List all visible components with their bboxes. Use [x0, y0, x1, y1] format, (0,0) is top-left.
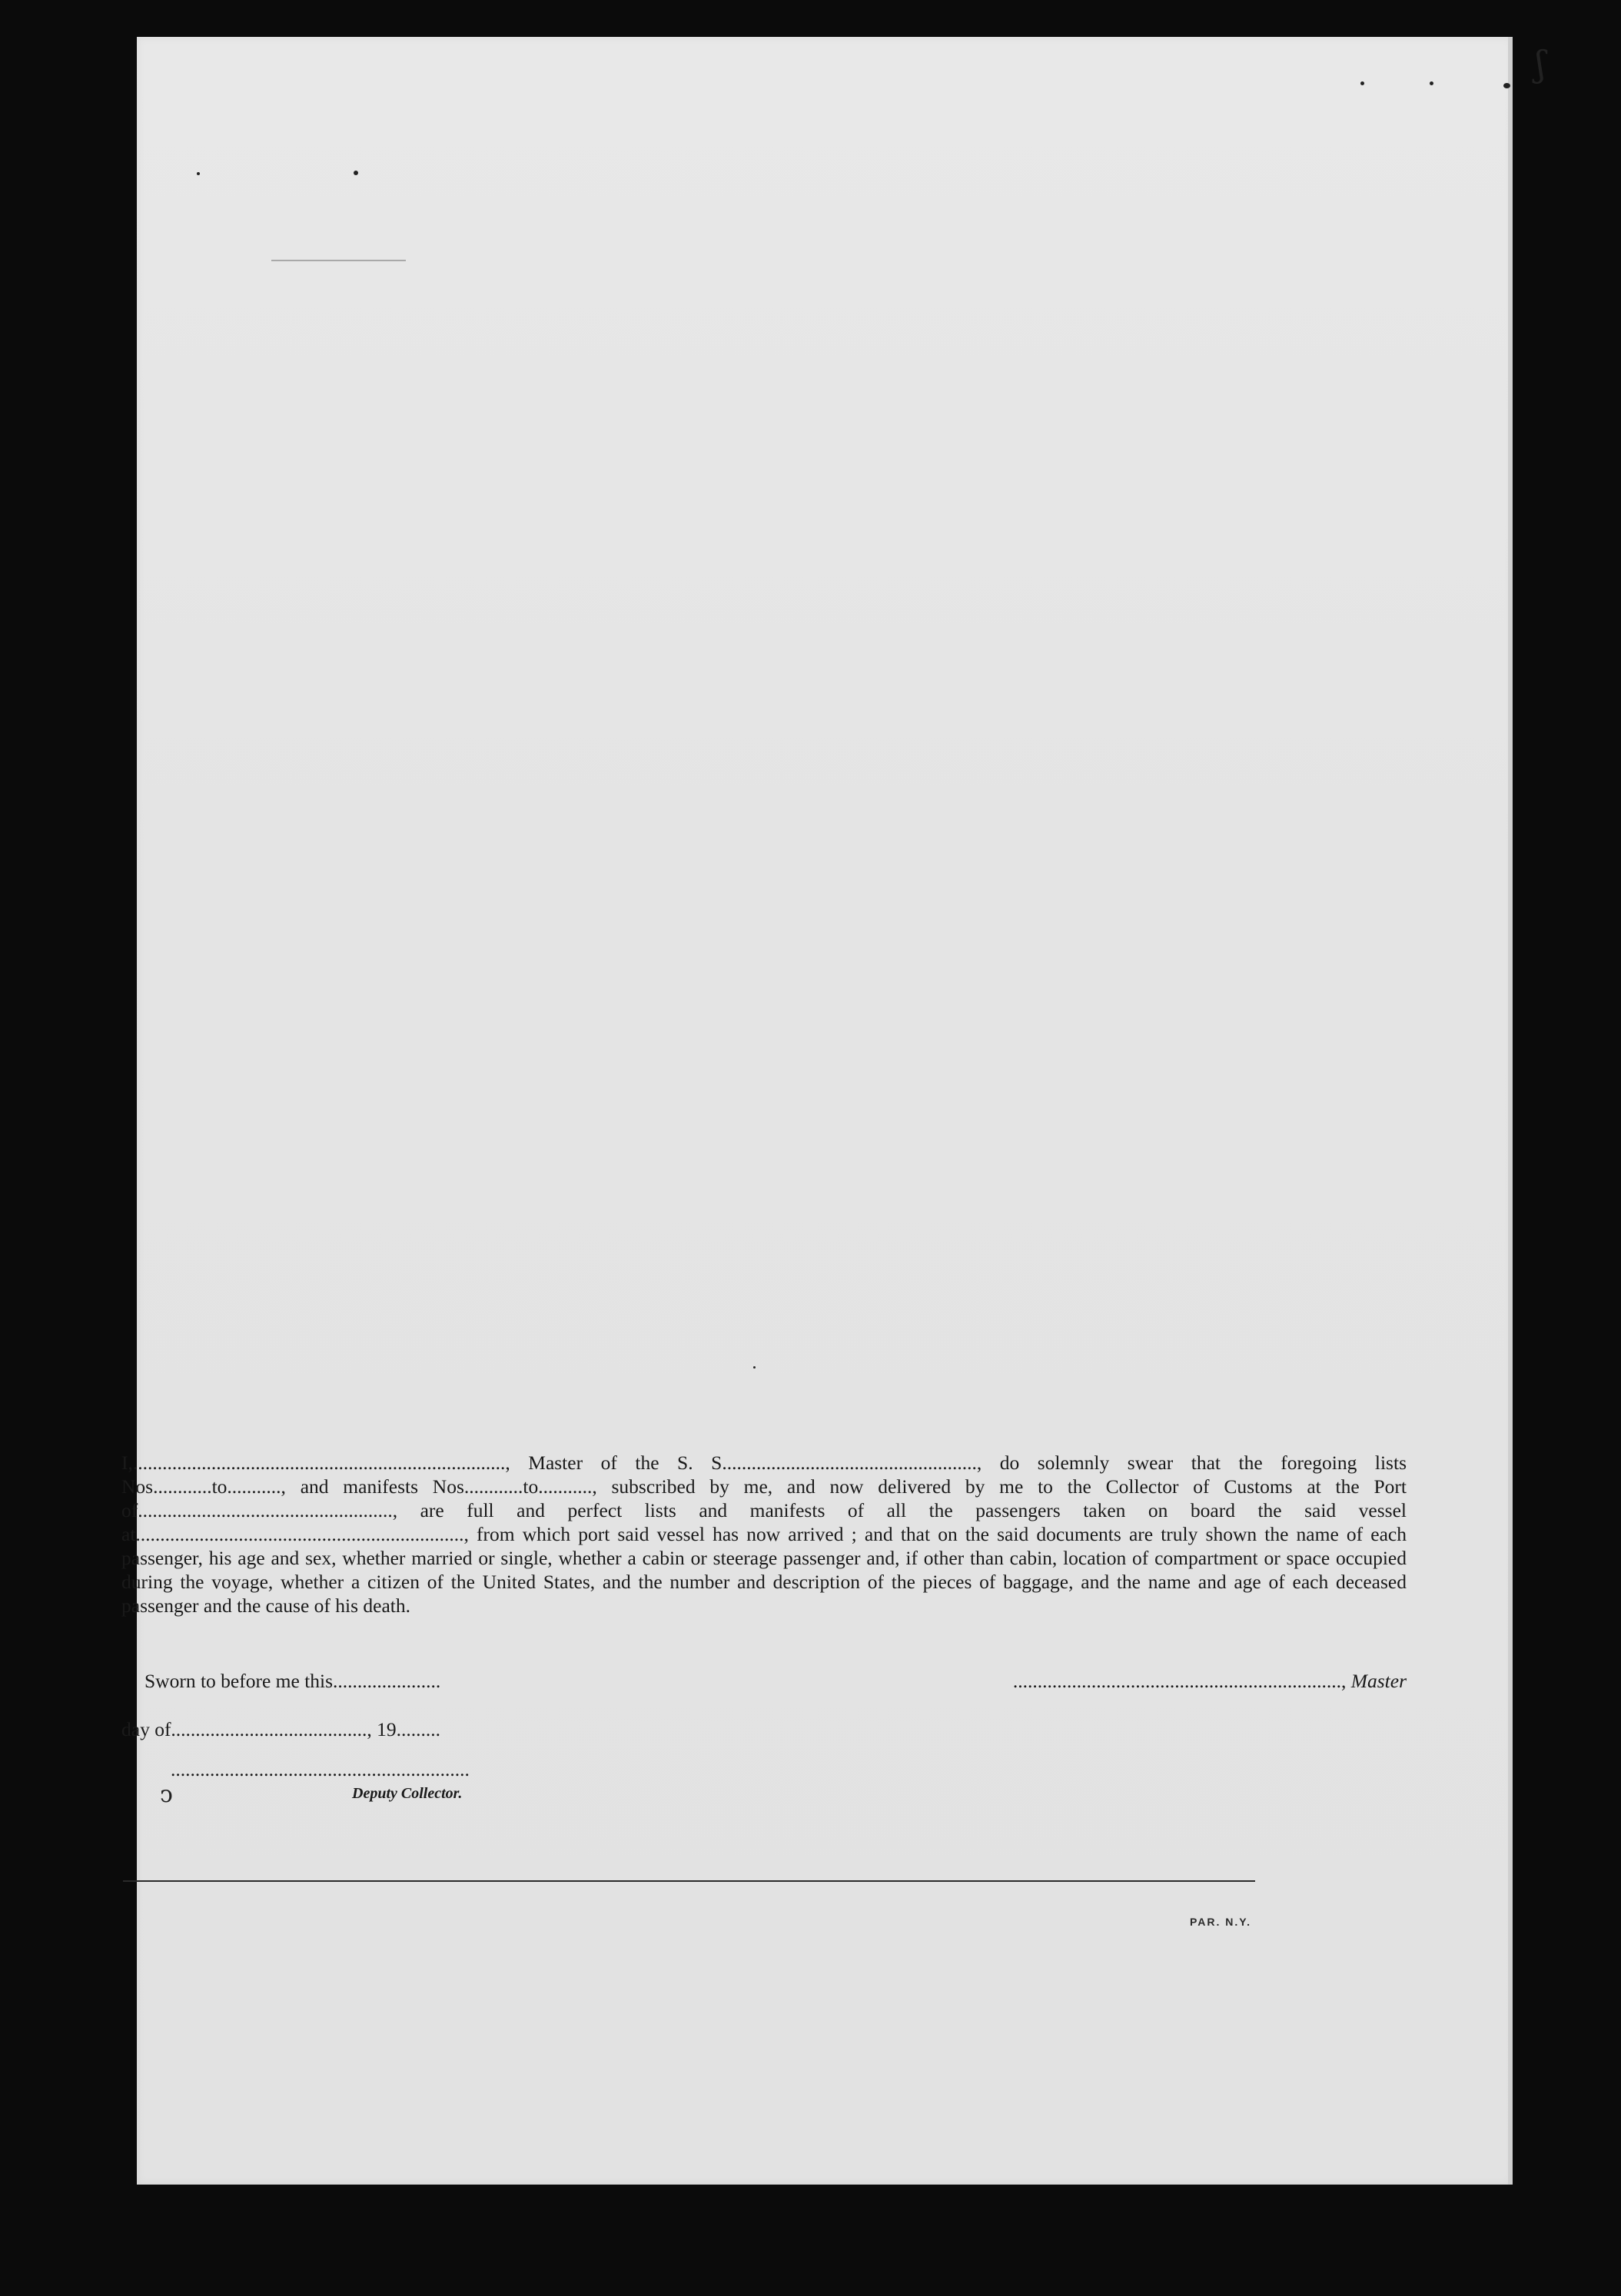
master-oath-paragraph: I,............................................................................, Master of the S. S...................................................., do solemnly swear that the foregoing lists Nos............to..........., and manifests Nos............to..........., subscribed by me, and now delivered by me to the Collector of Customs at the Port of...................................................., are full and perfect lists and manifests of all the passengers taken on board the said vessel at..................................................................., from which port said vessel has now arrived ; and that on the said documents are truly shown the name of each passenger, his age and sex, whether married or single, whether a cabin or steerage passenger and, if other than cabin, location of compartment or space occupied during the voyage, whether a citizen of the United States, and the number and description of the pieces of baggage, and the name and age of each deceased passenger and the cause of his death. — [121, 1452, 1407, 1617]
pencil-mark: ʃ — [1536, 43, 1546, 85]
master-label: Master — [1350, 1670, 1407, 1692]
scan-speck — [753, 1366, 756, 1369]
scan-speck — [1360, 81, 1364, 85]
manifest-page — [137, 37, 1546, 2185]
page-edge — [1508, 37, 1513, 2185]
scan-speck — [1503, 83, 1510, 88]
deputy-collector-label: Deputy Collector. — [352, 1785, 463, 1802]
scan-speck — [354, 171, 358, 175]
scan-speck — [1430, 81, 1433, 85]
pencil-mark: ↄ — [160, 1781, 173, 1808]
bottom-rule — [123, 1880, 1255, 1882]
deputy-signature-line: ............................................................. — [171, 1758, 470, 1780]
printer-mark: PAR. N.Y. — [1190, 1916, 1251, 1928]
master-signature-line — [1013, 1670, 1407, 1693]
bleed-through-line — [271, 260, 406, 261]
signature-row — [121, 1670, 1407, 1700]
master-signature-dots: ..................................................................., — [1012, 1670, 1351, 1692]
scan-speck — [197, 172, 200, 175]
date-line: day of........................................, 19......... — [121, 1718, 441, 1740]
sworn-before-line: Sworn to before me this...................... — [144, 1670, 441, 1692]
